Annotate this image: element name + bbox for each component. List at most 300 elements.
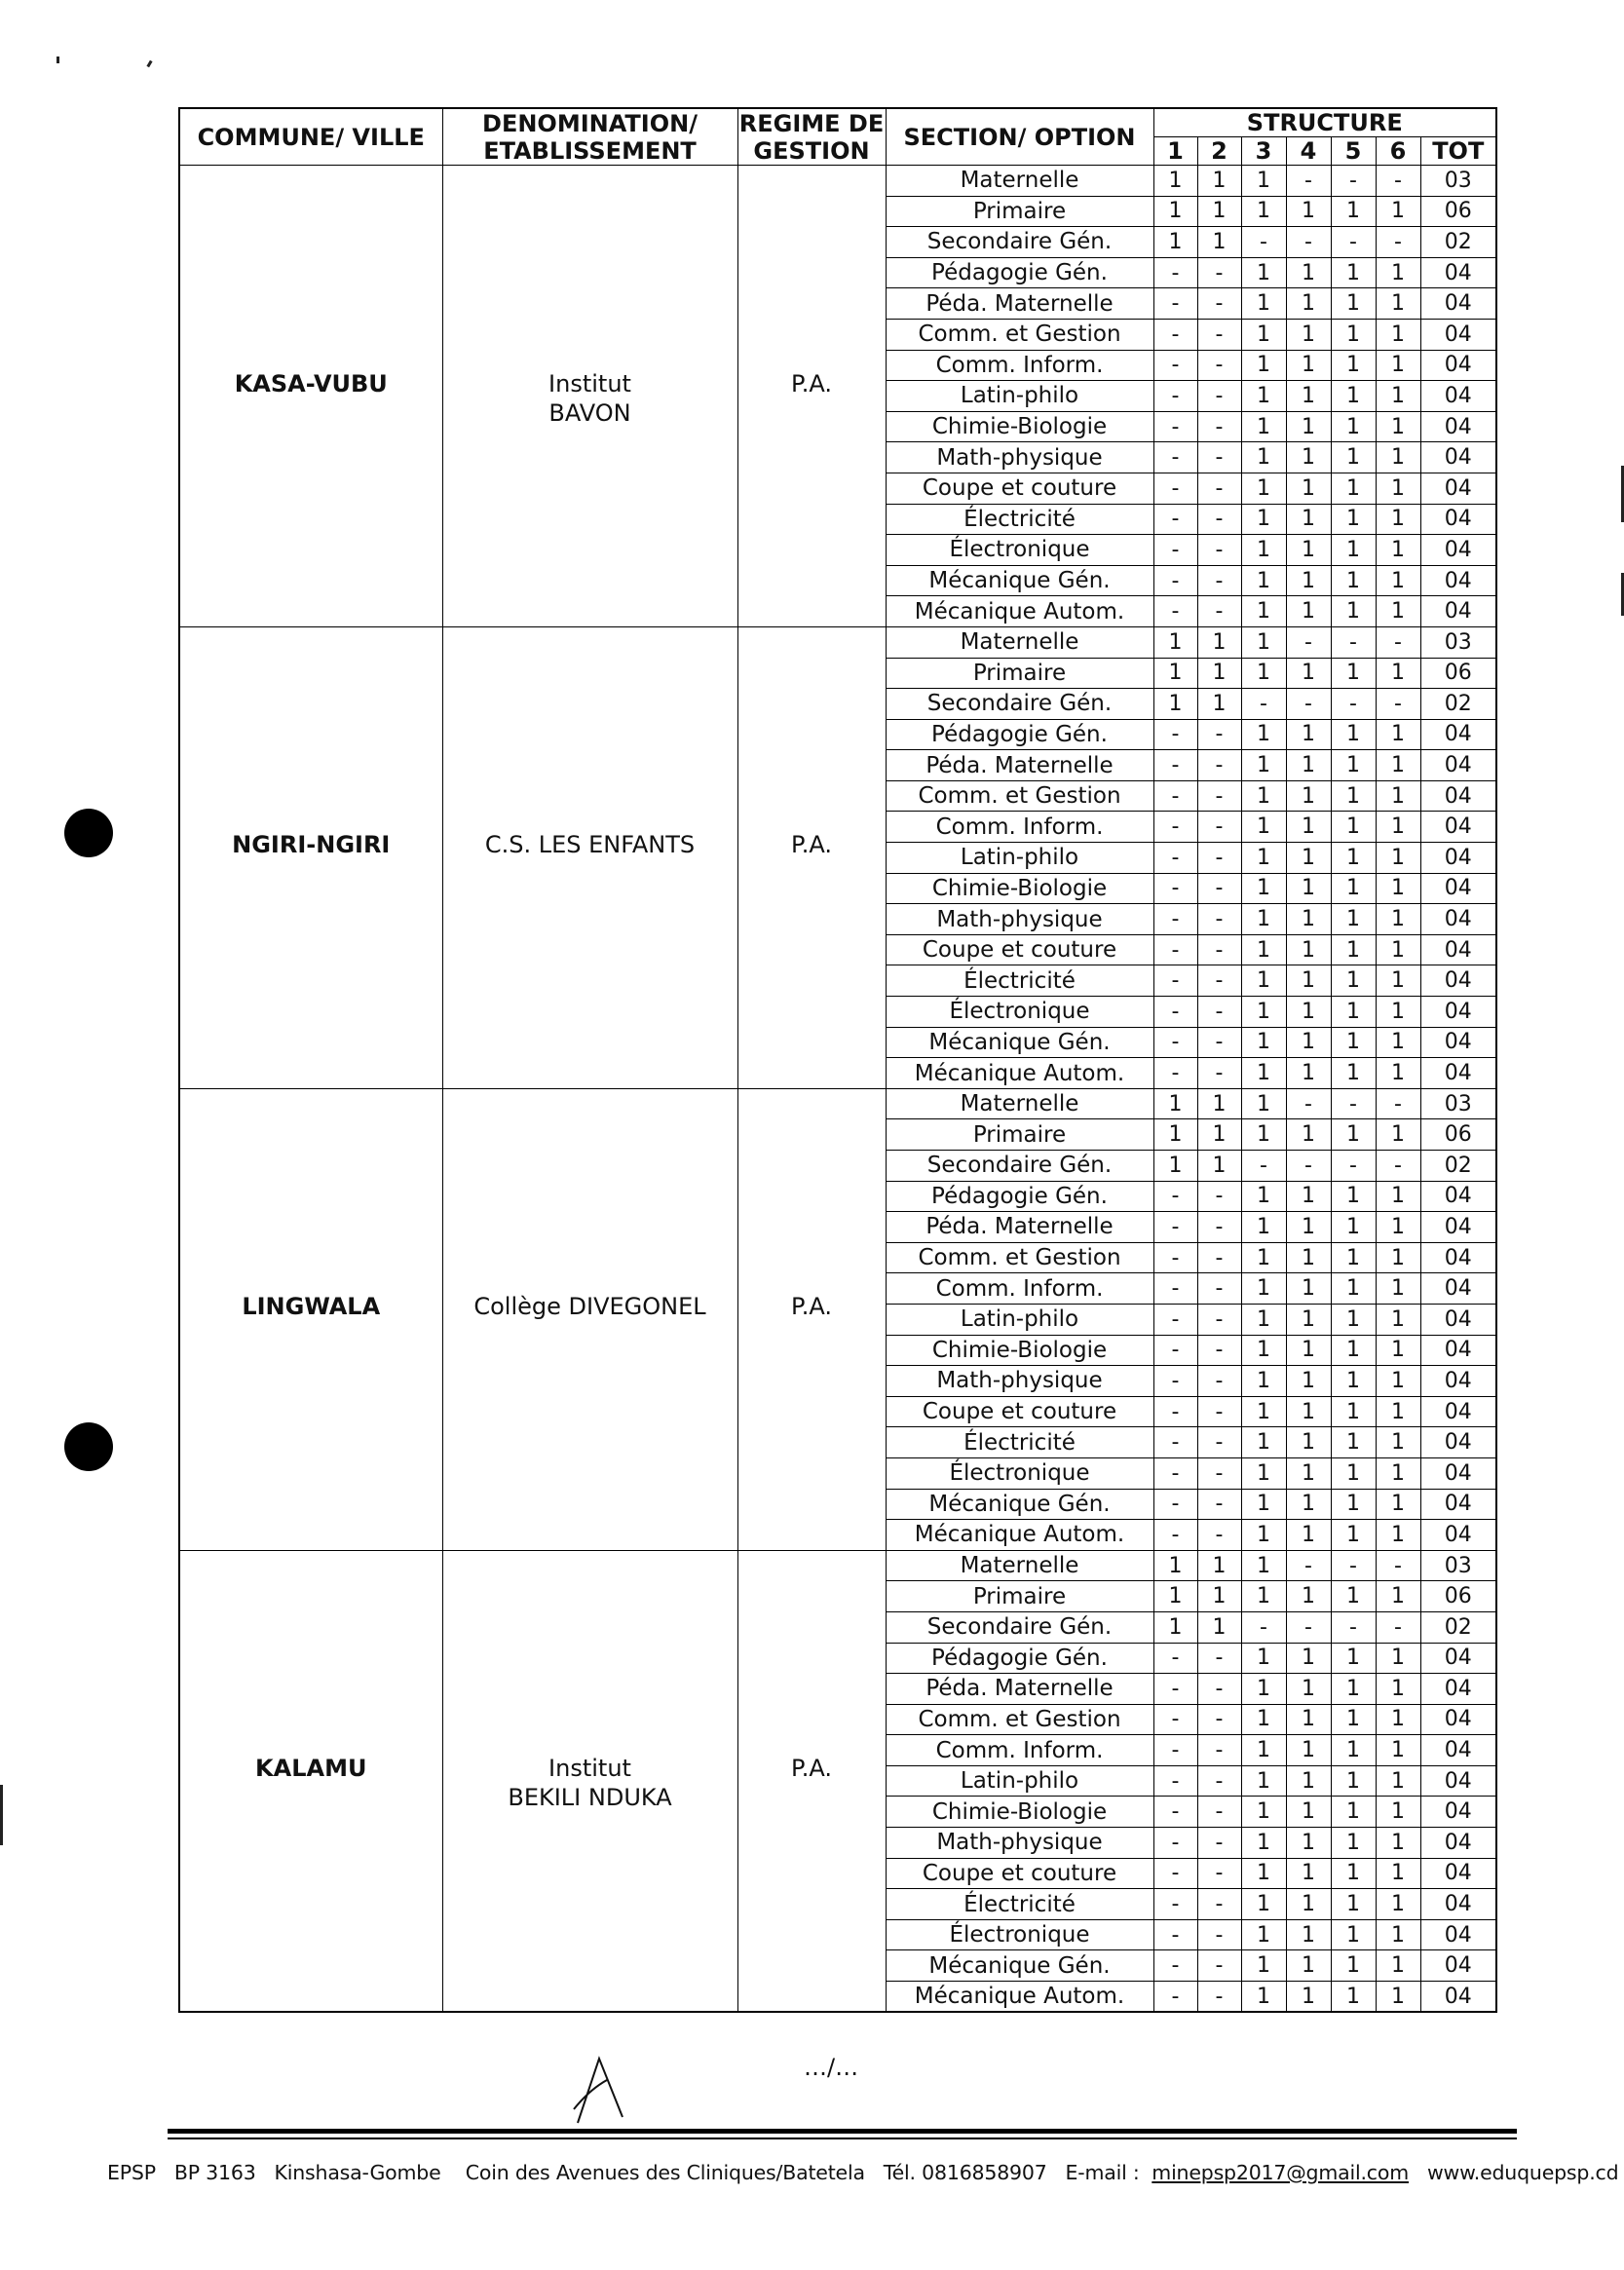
- structure-cell: 1: [1331, 1982, 1376, 2013]
- structure-cell: 1: [1286, 1427, 1331, 1458]
- structure-cell: 1: [1376, 319, 1420, 350]
- structure-cell: -: [1197, 288, 1241, 320]
- structure-cell: 1: [1331, 1304, 1376, 1335]
- structure-cell: 1: [1331, 719, 1376, 750]
- structure-cell: -: [1197, 442, 1241, 473]
- structure-cell: 1: [1286, 350, 1331, 381]
- structure-cell: 1: [1376, 1889, 1420, 1920]
- section-option-cell: Péda. Maternelle: [886, 750, 1153, 781]
- structure-cell: -: [1153, 596, 1197, 627]
- structure-cell: -: [1197, 1704, 1241, 1735]
- total-cell: 04: [1420, 381, 1496, 412]
- structure-cell: 1: [1286, 934, 1331, 965]
- section-option-cell: Comm. et Gestion: [886, 319, 1153, 350]
- structure-cell: -: [1197, 1919, 1241, 1950]
- structure-cell: 1: [1241, 1919, 1286, 1950]
- section-option-cell: Mécanique Gén.: [886, 565, 1153, 596]
- total-cell: 04: [1420, 1889, 1496, 1920]
- structure-cell: -: [1153, 934, 1197, 965]
- structure-cell: 1: [1376, 1828, 1420, 1859]
- total-cell: 04: [1420, 904, 1496, 935]
- structure-cell: 1: [1241, 1581, 1286, 1612]
- section-option-cell: Électronique: [886, 1919, 1153, 1950]
- header-structure: STRUCTURE: [1153, 108, 1496, 137]
- structure-cell: 1: [1331, 1858, 1376, 1889]
- structure-cell: -: [1376, 1088, 1420, 1119]
- section-option-cell: Maternelle: [886, 1088, 1153, 1119]
- structure-cell: 1: [1331, 1643, 1376, 1674]
- structure-cell: 1: [1376, 1858, 1420, 1889]
- section-option-cell: Comm. et Gestion: [886, 1242, 1153, 1273]
- structure-cell: 1: [1241, 1396, 1286, 1427]
- structure-cell: -: [1153, 350, 1197, 381]
- section-option-cell: Primaire: [886, 196, 1153, 227]
- structure-cell: -: [1197, 535, 1241, 566]
- structure-cell: -: [1197, 1858, 1241, 1889]
- structure-cell: -: [1197, 719, 1241, 750]
- structure-cell: -: [1197, 1457, 1241, 1489]
- structure-cell: -: [1241, 1611, 1286, 1643]
- total-cell: 04: [1420, 1212, 1496, 1243]
- total-cell: 04: [1420, 504, 1496, 535]
- structure-cell: -: [1153, 257, 1197, 288]
- structure-cell: 1: [1241, 1797, 1286, 1828]
- total-cell: 04: [1420, 596, 1496, 627]
- structure-cell: 1: [1376, 1735, 1420, 1766]
- structure-cell: -: [1153, 1027, 1197, 1058]
- structure-cell: 1: [1241, 1828, 1286, 1859]
- structure-cell: 1: [1153, 1088, 1197, 1119]
- structure-cell: 1: [1241, 750, 1286, 781]
- structure-cell: 1: [1286, 843, 1331, 874]
- structure-cell: 1: [1286, 1828, 1331, 1859]
- structure-cell: 1: [1241, 1889, 1286, 1920]
- section-option-cell: Électronique: [886, 535, 1153, 566]
- structure-cell: -: [1331, 166, 1376, 197]
- section-option-cell: Mécanique Autom.: [886, 596, 1153, 627]
- header-col-2: 2: [1197, 137, 1241, 166]
- structure-cell: -: [1197, 1828, 1241, 1859]
- header-col-tot: TOT: [1420, 137, 1496, 166]
- structure-cell: -: [1153, 319, 1197, 350]
- structure-cell: 1: [1376, 873, 1420, 904]
- structure-cell: 1: [1286, 1396, 1331, 1427]
- structure-cell: 1: [1286, 997, 1331, 1028]
- total-cell: 04: [1420, 288, 1496, 320]
- structure-cell: -: [1153, 535, 1197, 566]
- structure-cell: 1: [1286, 535, 1331, 566]
- structure-cell: 1: [1331, 288, 1376, 320]
- structure-cell: 1: [1153, 227, 1197, 258]
- total-cell: 04: [1420, 1982, 1496, 2013]
- section-option-cell: Comm. Inform.: [886, 1735, 1153, 1766]
- structure-cell: 1: [1241, 780, 1286, 812]
- scan-mark: [57, 57, 59, 63]
- structure-cell: -: [1153, 504, 1197, 535]
- structure-cell: -: [1153, 1765, 1197, 1797]
- structure-cell: 1: [1331, 934, 1376, 965]
- structure-cell: 1: [1376, 843, 1420, 874]
- structure-cell: 1: [1331, 1950, 1376, 1982]
- structure-cell: 1: [1286, 1181, 1331, 1212]
- structure-cell: -: [1331, 1611, 1376, 1643]
- section-option-cell: Électricité: [886, 1427, 1153, 1458]
- structure-cell: 1: [1376, 1242, 1420, 1273]
- structure-cell: 1: [1376, 965, 1420, 997]
- section-option-cell: Chimie-Biologie: [886, 411, 1153, 442]
- structure-cell: 1: [1331, 381, 1376, 412]
- header-col-3: 3: [1241, 137, 1286, 166]
- structure-cell: 1: [1241, 565, 1286, 596]
- structure-cell: 1: [1331, 1919, 1376, 1950]
- structure-cell: 1: [1241, 1550, 1286, 1581]
- structure-cell: -: [1153, 780, 1197, 812]
- structure-cell: 1: [1331, 1181, 1376, 1212]
- structure-cell: 1: [1286, 1366, 1331, 1397]
- total-cell: 04: [1420, 565, 1496, 596]
- structure-cell: 1: [1241, 596, 1286, 627]
- structure-cell: 1: [1241, 1242, 1286, 1273]
- structure-cell: -: [1197, 1212, 1241, 1243]
- structure-cell: 1: [1376, 997, 1420, 1028]
- structure-cell: 1: [1331, 1242, 1376, 1273]
- structure-cell: -: [1286, 1088, 1331, 1119]
- structure-cell: 1: [1241, 1366, 1286, 1397]
- section-option-cell: Mécanique Gén.: [886, 1027, 1153, 1058]
- structure-cell: -: [1153, 1427, 1197, 1458]
- total-cell: 04: [1420, 1797, 1496, 1828]
- structure-cell: 1: [1376, 381, 1420, 412]
- structure-cell: 1: [1286, 257, 1331, 288]
- structure-cell: 1: [1241, 843, 1286, 874]
- total-cell: 04: [1420, 1335, 1496, 1366]
- structure-cell: 1: [1286, 750, 1331, 781]
- structure-cell: -: [1197, 1366, 1241, 1397]
- structure-cell: 1: [1286, 1304, 1331, 1335]
- structure-cell: 1: [1376, 750, 1420, 781]
- structure-cell: 1: [1241, 1273, 1286, 1305]
- structure-cell: 1: [1197, 1550, 1241, 1581]
- footer-website-link[interactable]: www.eduquepsp.cd: [1426, 2161, 1619, 2184]
- total-cell: 04: [1420, 1489, 1496, 1520]
- structure-cell: -: [1153, 1366, 1197, 1397]
- section-option-cell: Comm. Inform.: [886, 812, 1153, 843]
- total-cell: 02: [1420, 227, 1496, 258]
- structure-cell: 1: [1376, 1058, 1420, 1089]
- structure-cell: -: [1331, 626, 1376, 658]
- structure-cell: -: [1286, 1550, 1331, 1581]
- structure-cell: 1: [1376, 196, 1420, 227]
- structure-cell: -: [1376, 166, 1420, 197]
- structure-cell: 1: [1376, 1304, 1420, 1335]
- structure-cell: 1: [1197, 626, 1241, 658]
- section-option-cell: Électricité: [886, 504, 1153, 535]
- punch-hole: [64, 809, 113, 857]
- structure-cell: -: [1197, 1520, 1241, 1551]
- structure-cell: -: [1197, 319, 1241, 350]
- structure-cell: -: [1153, 473, 1197, 504]
- footer-email-link[interactable]: minepsp2017@gmail.com: [1152, 2161, 1409, 2184]
- header-col-4: 4: [1286, 137, 1331, 166]
- structure-cell: -: [1376, 1151, 1420, 1182]
- total-cell: 03: [1420, 166, 1496, 197]
- total-cell: 04: [1420, 350, 1496, 381]
- structure-cell: -: [1197, 1242, 1241, 1273]
- structure-cell: 1: [1286, 1889, 1331, 1920]
- structure-cell: 1: [1331, 750, 1376, 781]
- structure-cell: 1: [1376, 1457, 1420, 1489]
- structure-cell: 1: [1376, 411, 1420, 442]
- structure-cell: 1: [1286, 319, 1331, 350]
- structure-cell: -: [1331, 227, 1376, 258]
- structure-cell: 1: [1331, 1058, 1376, 1089]
- structure-cell: 1: [1331, 504, 1376, 535]
- section-option-cell: Chimie-Biologie: [886, 1797, 1153, 1828]
- total-cell: 04: [1420, 473, 1496, 504]
- structure-cell: 1: [1241, 904, 1286, 935]
- structure-cell: 1: [1241, 1427, 1286, 1458]
- structure-cell: -: [1197, 1765, 1241, 1797]
- section-option-cell: Électronique: [886, 1457, 1153, 1489]
- structure-cell: 1: [1241, 626, 1286, 658]
- structure-cell: 1: [1153, 1550, 1197, 1581]
- table-row: [179, 1088, 1496, 1119]
- structure-cell: -: [1197, 504, 1241, 535]
- structure-cell: 1: [1197, 1151, 1241, 1182]
- section-option-cell: Math-physique: [886, 442, 1153, 473]
- structure-cell: 1: [1376, 1982, 1420, 2013]
- structure-cell: 1: [1286, 442, 1331, 473]
- structure-cell: -: [1197, 1058, 1241, 1089]
- structure-cell: 1: [1286, 381, 1331, 412]
- structure-cell: 1: [1376, 1643, 1420, 1674]
- structure-cell: -: [1331, 1550, 1376, 1581]
- structure-cell: 1: [1241, 411, 1286, 442]
- structure-cell: 1: [1241, 1457, 1286, 1489]
- structure-cell: -: [1286, 227, 1331, 258]
- structure-cell: 1: [1331, 319, 1376, 350]
- section-option-cell: Chimie-Biologie: [886, 1335, 1153, 1366]
- structure-cell: -: [1286, 626, 1331, 658]
- structure-cell: 1: [1286, 1950, 1331, 1982]
- structure-cell: -: [1241, 689, 1286, 720]
- structure-cell: 1: [1331, 442, 1376, 473]
- structure-cell: 1: [1286, 780, 1331, 812]
- structure-cell: 1: [1331, 473, 1376, 504]
- structure-cell: -: [1153, 1335, 1197, 1366]
- structure-cell: 1: [1376, 1396, 1420, 1427]
- total-cell: 02: [1420, 1151, 1496, 1182]
- structure-cell: -: [1153, 719, 1197, 750]
- total-cell: 04: [1420, 1058, 1496, 1089]
- section-option-cell: Péda. Maternelle: [886, 1674, 1153, 1705]
- structure-cell: -: [1197, 1181, 1241, 1212]
- structure-cell: -: [1153, 1643, 1197, 1674]
- structure-cell: -: [1197, 1027, 1241, 1058]
- structure-cell: 1: [1331, 1119, 1376, 1151]
- total-cell: 04: [1420, 1858, 1496, 1889]
- section-option-cell: Pédagogie Gén.: [886, 1643, 1153, 1674]
- structure-cell: 1: [1241, 1704, 1286, 1735]
- section-option-cell: Comm. et Gestion: [886, 780, 1153, 812]
- structure-cell: 1: [1376, 350, 1420, 381]
- total-cell: 04: [1420, 843, 1496, 874]
- section-option-cell: Maternelle: [886, 626, 1153, 658]
- section-option-cell: Comm. et Gestion: [886, 1704, 1153, 1735]
- structure-cell: -: [1197, 873, 1241, 904]
- total-cell: 04: [1420, 1027, 1496, 1058]
- structure-cell: 1: [1241, 1643, 1286, 1674]
- total-cell: 06: [1420, 1119, 1496, 1151]
- structure-cell: 1: [1376, 1366, 1420, 1397]
- total-cell: 04: [1420, 1735, 1496, 1766]
- structure-cell: 1: [1286, 812, 1331, 843]
- structure-cell: 1: [1376, 1335, 1420, 1366]
- total-cell: 04: [1420, 1765, 1496, 1797]
- scan-mark: [146, 60, 152, 68]
- structure-cell: 1: [1376, 1427, 1420, 1458]
- total-cell: 04: [1420, 812, 1496, 843]
- structure-cell: 1: [1376, 1181, 1420, 1212]
- structure-cell: -: [1197, 411, 1241, 442]
- structure-cell: -: [1197, 473, 1241, 504]
- structure-cell: 1: [1197, 689, 1241, 720]
- structure-cell: 1: [1331, 1366, 1376, 1397]
- structure-cell: 1: [1241, 1950, 1286, 1982]
- total-cell: 03: [1420, 1088, 1496, 1119]
- regime-cell: P.A.: [737, 166, 886, 627]
- section-option-cell: Mécanique Autom.: [886, 1520, 1153, 1551]
- structure-cell: 1: [1241, 1765, 1286, 1797]
- structure-cell: 1: [1153, 1151, 1197, 1182]
- header-denomination: DENOMINATION/ ETABLISSEMENT: [442, 108, 737, 166]
- structure-cell: 1: [1376, 1704, 1420, 1735]
- structure-cell: 1: [1376, 1919, 1420, 1950]
- structure-cell: 1: [1153, 1611, 1197, 1643]
- structure-cell: -: [1197, 1273, 1241, 1305]
- total-cell: 04: [1420, 997, 1496, 1028]
- structure-cell: -: [1153, 1273, 1197, 1305]
- structure-cell: 1: [1376, 1950, 1420, 1982]
- section-option-cell: Mécanique Autom.: [886, 1982, 1153, 2013]
- structure-cell: 1: [1286, 1858, 1331, 1889]
- structure-cell: 1: [1331, 843, 1376, 874]
- structure-cell: -: [1197, 1396, 1241, 1427]
- structure-cell: 1: [1331, 1765, 1376, 1797]
- structure-cell: 1: [1153, 658, 1197, 689]
- structure-cell: 1: [1376, 1581, 1420, 1612]
- structure-cell: -: [1153, 1058, 1197, 1089]
- structure-cell: 1: [1241, 473, 1286, 504]
- structure-cell: -: [1153, 1858, 1197, 1889]
- total-cell: 02: [1420, 1611, 1496, 1643]
- structure-cell: -: [1197, 1674, 1241, 1705]
- structure-cell: 1: [1376, 1520, 1420, 1551]
- structure-cell: 1: [1197, 196, 1241, 227]
- structure-cell: 1: [1153, 1119, 1197, 1151]
- structure-cell: 1: [1241, 1335, 1286, 1366]
- structure-cell: 1: [1286, 1674, 1331, 1705]
- structure-cell: 1: [1331, 780, 1376, 812]
- structure-cell: 1: [1376, 442, 1420, 473]
- structure-cell: -: [1153, 565, 1197, 596]
- structure-cell: 1: [1376, 1119, 1420, 1151]
- signature-mark: [570, 2051, 628, 2129]
- total-cell: 03: [1420, 626, 1496, 658]
- structure-cell: 1: [1331, 812, 1376, 843]
- structure-cell: 1: [1241, 319, 1286, 350]
- structure-cell: -: [1153, 1889, 1197, 1920]
- structure-cell: -: [1197, 1335, 1241, 1366]
- table-row: [179, 626, 1496, 658]
- structure-cell: 1: [1331, 1581, 1376, 1612]
- structure-cell: -: [1197, 565, 1241, 596]
- total-cell: 04: [1420, 719, 1496, 750]
- structure-cell: 1: [1331, 565, 1376, 596]
- structure-cell: 1: [1331, 1735, 1376, 1766]
- structure-cell: -: [1153, 288, 1197, 320]
- structure-cell: 1: [1286, 1765, 1331, 1797]
- structure-cell: 1: [1286, 1982, 1331, 2013]
- structure-cell: 1: [1286, 596, 1331, 627]
- structure-cell: 1: [1197, 1611, 1241, 1643]
- structure-cell: -: [1153, 1797, 1197, 1828]
- section-option-cell: Secondaire Gén.: [886, 227, 1153, 258]
- structure-cell: -: [1286, 689, 1331, 720]
- school-structure-table: [178, 107, 1497, 2013]
- structure-cell: -: [1153, 750, 1197, 781]
- structure-cell: 1: [1286, 1735, 1331, 1766]
- total-cell: 04: [1420, 1427, 1496, 1458]
- structure-cell: 1: [1153, 196, 1197, 227]
- structure-cell: -: [1241, 227, 1286, 258]
- total-cell: 04: [1420, 1643, 1496, 1674]
- section-option-cell: Latin-philo: [886, 1304, 1153, 1335]
- structure-cell: 1: [1286, 1643, 1331, 1674]
- header-col-5: 5: [1331, 137, 1376, 166]
- header-section: SECTION/ OPTION: [886, 108, 1153, 166]
- section-option-cell: Secondaire Gén.: [886, 1151, 1153, 1182]
- structure-cell: 1: [1286, 1489, 1331, 1520]
- structure-cell: 1: [1286, 1704, 1331, 1735]
- structure-cell: -: [1376, 1550, 1420, 1581]
- header-col-1: 1: [1153, 137, 1197, 166]
- footer-org: EPSP: [107, 2161, 156, 2184]
- structure-cell: 1: [1241, 934, 1286, 965]
- structure-cell: 1: [1286, 1457, 1331, 1489]
- structure-cell: -: [1153, 1674, 1197, 1705]
- structure-cell: 1: [1331, 1520, 1376, 1551]
- structure-cell: 1: [1197, 1581, 1241, 1612]
- total-cell: 04: [1420, 535, 1496, 566]
- structure-cell: 1: [1241, 350, 1286, 381]
- structure-cell: 1: [1241, 196, 1286, 227]
- structure-cell: 1: [1376, 780, 1420, 812]
- structure-cell: 1: [1331, 596, 1376, 627]
- section-option-cell: Coupe et couture: [886, 1858, 1153, 1889]
- structure-cell: 1: [1376, 288, 1420, 320]
- structure-cell: -: [1376, 626, 1420, 658]
- total-cell: 04: [1420, 1520, 1496, 1551]
- structure-cell: -: [1153, 1919, 1197, 1950]
- structure-cell: 1: [1286, 288, 1331, 320]
- structure-cell: 1: [1331, 1335, 1376, 1366]
- footer-bp: BP 3163: [173, 2161, 256, 2184]
- section-option-cell: Latin-philo: [886, 381, 1153, 412]
- structure-cell: 1: [1241, 1119, 1286, 1151]
- header-regime: REGIME DE GESTION: [738, 109, 885, 165]
- structure-cell: 1: [1286, 565, 1331, 596]
